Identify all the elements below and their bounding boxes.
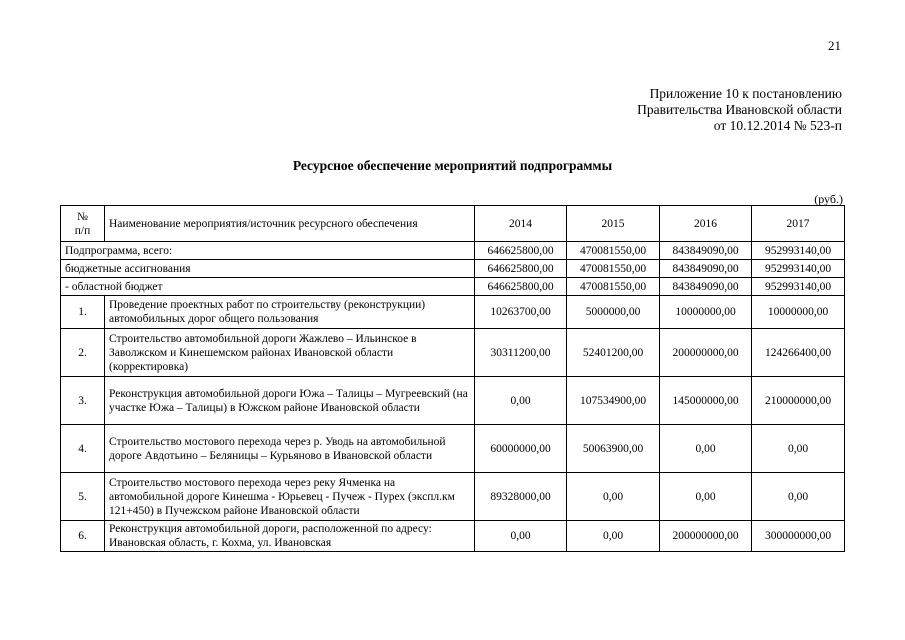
cell-2015: 470081550,00 — [567, 242, 660, 260]
row-name: Реконструкция автомобильной дороги Южа – Талицы – Мугреевский (на участке Южа – Талицы) в Южском районе Ивановской области — [105, 377, 475, 425]
cell-2017: 952993140,00 — [752, 278, 845, 296]
row-name: Строительство мостового перехода через р. Уводь на автомобильной дороге Авдотьино – Беляницы – Курьяново в Ивановской области — [105, 425, 475, 473]
cell-2017: 10000000,00 — [752, 296, 845, 329]
row-number: 2. — [61, 329, 105, 377]
header-name: Наименование мероприятия/источник ресурсного обеспечения — [105, 206, 475, 242]
cell-2014: 0,00 — [475, 377, 567, 425]
header-year-2016: 2016 — [660, 206, 752, 242]
table-row-budget-allocations — [61, 260, 845, 278]
cell-2017: 0,00 — [752, 473, 845, 521]
table-row — [61, 377, 845, 425]
table-row — [61, 473, 845, 521]
header-year-2014: 2014 — [475, 206, 567, 242]
table-row — [61, 521, 845, 552]
cell-2014: 646625800,00 — [475, 242, 567, 260]
row-name: Реконструкция автомобильной дороги, расположенной по адресу: Ивановская область, г. Кохма, ул. Ивановская — [105, 521, 475, 552]
cell-2014: 60000000,00 — [475, 425, 567, 473]
row-number: 4. — [61, 425, 105, 473]
cell-2014: 0,00 — [475, 521, 567, 552]
cell-2015: 0,00 — [567, 473, 660, 521]
cell-2014: 646625800,00 — [475, 260, 567, 278]
table-header-row — [61, 206, 845, 242]
resources-table — [60, 205, 845, 552]
appendix-line-3: от 10.12.2014 № 523-п — [713, 118, 842, 133]
table-row-regional-budget — [61, 278, 845, 296]
cell-2016: 0,00 — [660, 425, 752, 473]
row-name: Строительство мостового перехода через реку Ячменка на автомобильной дороге Кинешма - Юрьевец - Пучеж - Пурех (экспл.км 121+450) в Пучежском районе Ивановской области — [105, 473, 475, 521]
row-label: - областной бюджет — [61, 278, 475, 296]
cell-2015: 470081550,00 — [567, 260, 660, 278]
header-number-line-1: № — [77, 210, 88, 223]
cell-2016: 145000000,00 — [660, 377, 752, 425]
cell-2015: 5000000,00 — [567, 296, 660, 329]
cell-2014: 30311200,00 — [475, 329, 567, 377]
table-row-total — [61, 242, 845, 260]
document-title: Ресурсное обеспечение мероприятий подпрограммы — [292, 158, 613, 173]
header-year-2017: 2017 — [752, 206, 845, 242]
cell-2015: 470081550,00 — [567, 278, 660, 296]
row-number: 6. — [61, 521, 105, 552]
cell-2015: 0,00 — [567, 521, 660, 552]
cell-2016: 0,00 — [660, 473, 752, 521]
cell-2016: 10000000,00 — [660, 296, 752, 329]
cell-2014: 89328000,00 — [475, 473, 567, 521]
cell-2016: 843849090,00 — [660, 242, 752, 260]
row-number: 3. — [61, 377, 105, 425]
row-number: 5. — [61, 473, 105, 521]
cell-2014: 10263700,00 — [475, 296, 567, 329]
appendix-line-1: Приложение 10 к постановлению — [649, 86, 842, 101]
cell-2015: 50063900,00 — [567, 425, 660, 473]
header-number — [61, 206, 105, 242]
cell-2017: 210000000,00 — [752, 377, 845, 425]
row-name: Проведение проектных работ по строительству (реконструкции) автомобильных дорог общего пользования — [105, 296, 475, 329]
table-row — [61, 425, 845, 473]
row-name: Строительство автомобильной дороги Жажлево – Ильинское в Заволжском и Кинешемском районах Ивановской области (корректировка) — [105, 329, 475, 377]
table-row — [61, 296, 845, 329]
cell-2015: 52401200,00 — [567, 329, 660, 377]
row-label: бюджетные ассигнования — [61, 260, 475, 278]
cell-2016: 843849090,00 — [660, 260, 752, 278]
cell-2016: 843849090,00 — [660, 278, 752, 296]
cell-2017: 0,00 — [752, 425, 845, 473]
page-number: 21 — [828, 38, 841, 53]
cell-2017: 952993140,00 — [752, 260, 845, 278]
header-number-line-2: п/п — [74, 224, 91, 237]
row-number: 1. — [61, 296, 105, 329]
appendix-line-2: Правительства Ивановской области — [637, 102, 842, 117]
currency-unit: (руб.) — [814, 192, 843, 206]
cell-2016: 200000000,00 — [660, 329, 752, 377]
header-year-2015: 2015 — [567, 206, 660, 242]
cell-2017: 124266400,00 — [752, 329, 845, 377]
cell-2014: 646625800,00 — [475, 278, 567, 296]
table-row — [61, 329, 845, 377]
cell-2016: 200000000,00 — [660, 521, 752, 552]
cell-2015: 107534900,00 — [567, 377, 660, 425]
cell-2017: 952993140,00 — [752, 242, 845, 260]
row-label: Подпрограмма, всего: — [61, 242, 475, 260]
appendix-block — [637, 86, 842, 134]
cell-2017: 300000000,00 — [752, 521, 845, 552]
